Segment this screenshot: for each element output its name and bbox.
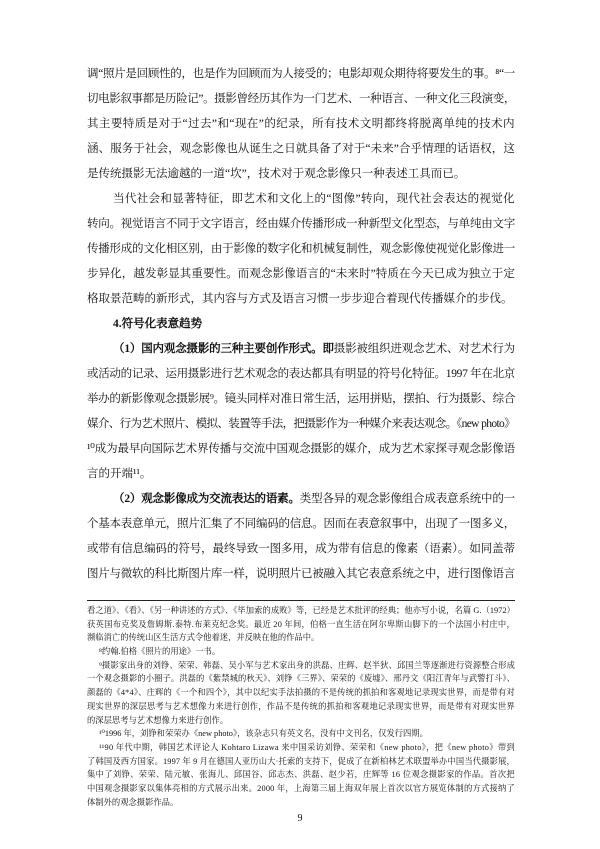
footnote-line [87,782,515,796]
line-text: 调“照片是回顾性的，也是作为回顾而为人接受的；电影却观众期待将要发生的事。⁸“一 [87,68,515,80]
footnote [87,727,515,741]
footnotes [87,604,515,809]
line-text: 颜磊的《4*4》、庄辉的《一个和四个》，其中以纪实手法拍摄的不是传统的抓拍和客观地记录现实世界，而是带有对 [87,688,515,698]
line-text: ¹¹90 年代中期，韩国艺术评论人 Kohtaro Lizawa 来中国采访刘铮、荣荣和《new photo》，把《new photo》带到 [99,742,515,752]
body-line [87,537,515,562]
body-line [87,562,515,587]
line-text: 看之道》、《看》、《另一种讲述的方式》、《毕加索的成败》等，已经是艺术批评的经典；他亦写小说，名篇 G.（1972） [87,606,515,615]
paragraph [87,187,515,312]
line-text: 转向。视觉语言不同于文字语言，经由媒介传播形成一种新型文化型态，与单纯由文字 [87,218,515,230]
page-number: 9 [297,813,303,824]
body-line [87,137,515,162]
footnote-line [87,755,515,769]
line-text: 切电影叙事都是历险记”。摄影曾经历其作为一门艺术、一种语言、一种文化三段演变， [87,93,515,105]
footnote [87,741,515,809]
footnote-line [87,604,515,618]
footnote-line [87,645,515,659]
body-line [87,187,515,212]
line-text: 是传统摄影无法逾越的一道“坎”，技术对于观念影像只一种表述工具而已。 [87,168,466,180]
footnote-line [87,618,515,632]
body-line [87,112,515,137]
line-text: 涵、服务于社会，观念影像也从诞生之日就具备了对于“未来”合乎情理的话语权，这 [87,143,515,155]
body-line [87,362,515,387]
footnote [87,659,515,727]
line-text: 的深层思考与艺术想像力来进行创作。 [87,715,229,725]
line-text: 中国观念摄影家以集体亮相的方式展示出来。2000 年，上海第三届上海双年展上首次以官方展览体制的方式接纳了 [87,783,515,793]
paragraph [87,487,515,587]
footnote-line [87,727,515,741]
line-text: 其主要特质是对于“过去”和“现在”的纪录，所有技术文明都终将脱离单纯的技术内 [87,118,515,130]
line-text: 当代社会和显著特征，即艺术和文化上的“图像”转向，现代社会表达的视觉化 [113,193,515,205]
line-text [113,343,515,355]
body-line [87,487,515,512]
section-heading [87,312,515,337]
body-line [87,462,515,487]
line-text: ¹⁰成为最早向国际艺术界传播与交流中国观念摄影的媒介，成为艺术家探寻观念影像语 [87,443,515,455]
line-text: 步异化，越发彰显其重要性。而观念影像语言的“未来时”特质在今天已成为独立于定 [87,268,515,280]
paragraph-lead: （2）观念影像成为交流表达的语素。 [113,493,300,505]
line-text: 格取景范畴的新形式，其内容与方式及语言习惯一步步迎合着现代传播媒介的步伐。 [87,293,513,305]
line-text: 言的开端¹¹。 [87,468,152,480]
footnote-line [87,796,515,810]
body-line [87,262,515,287]
paragraph [87,62,515,187]
footnote-line [87,686,515,700]
body-line [87,412,515,437]
line-text: 媒介、行为艺术照片、模拟、装置等手法，把摄影作为一种媒介来表达观念。《new photo》 [87,418,515,430]
footnote-line [87,700,515,714]
body-line [87,512,515,537]
line-text: 个基本表意单元，照片汇集了不同编码的信息。因而在表意叙事中，出现了一图多义， [87,518,515,530]
footnote-line [87,672,515,686]
line-text: 现实世界的深层思考与艺术想像力来进行创作，作品不是传统的抓拍和客观地记录现实世界，而是带有对现实世界 [87,701,515,711]
paragraph-lead: （1）国内观念摄影的三种主要创作形式。即 [113,343,334,355]
body-line [87,337,515,362]
line-text [113,493,515,505]
line-text: ¹⁰1996 年，刘铮和荣荣办《new photo》，该杂志只有英文名，没有中文刊名，仅发行四期。 [99,729,428,739]
body-line [87,62,515,87]
footnote-line [87,741,515,755]
line-text: 获英国布克奖及詹姆斯.泰特.布莱克纪念奖。最近 20 年间，伯格一直生活在阿尔卑斯山脚下的一个法国小村庄中， [87,619,515,629]
line-rest: 类型各异的观念影像组合成表意系统中的一 [299,493,515,505]
paragraph [87,337,515,487]
footnote-line [87,631,515,645]
line-text: 体制外的观念摄影作品。 [87,797,179,807]
line-text: 濒临消亡的传统山区生活方式令他着迷，并反映在他的作品中。 [87,633,320,643]
footnote-separator [87,600,515,601]
line-text: 图片与微软的科比斯图片库一样，说明照片已被融入其它表意系统之中，进行图像语言 [87,568,515,580]
body-line [87,87,515,112]
footnote-line [87,714,515,728]
line-text: 传播形成的文化相区别，由于影像的数字化和机械复制性，观念影像使视觉化影像进一 [87,243,515,255]
line-rest: 摄影被组织进观念艺术、对艺术行为 [333,343,516,355]
body-line [87,437,515,462]
line-text: 或活动的记录、运用摄影进行艺术观念的表达都具有明显的符号化特征。1997 年在北京 [87,368,515,380]
footnote [87,604,515,645]
line-text: 了韩国及西方国家。1997 年 9 月在德国人亚历山大·托索的支持下，促成了在新柏林艺术联盟举办中国当代摄影展， [87,756,515,766]
heading-text: 4.符号化表意趋势 [113,318,203,330]
line-text: ⁸约翰.伯格《照片的用途》一书。 [99,647,221,657]
footnote-line [87,659,515,673]
line-text: ⁹摄影家出身的刘铮、荣荣、韩磊、吴小军与艺术家出身的洪磊、庄辉、赵半狄、邱国兰等逐渐进行资源整合形成 [99,660,515,670]
body-line [87,387,515,412]
line-text: 举办的新影像观念摄影展⁹。镜头同样对准日常生活，运用拼贴，摆拍、行为摄影、综合 [87,393,515,405]
footnote [87,645,515,659]
line-text: 集中了刘铮、荣荣、陆元敏、张海儿、邱国谷、邱志杰、洪磊、赵少若，庄辉等 16 位观念摄影家的作品。首次把 [87,770,515,780]
line-text: 一个观念摄影的小圈子。洪磊的《紫禁城的秋天》、刘铮《三界》、荣荣的《废墟》、邢丹文《阳江青年与武警打斗》、 [87,674,515,684]
body-line [87,162,515,187]
body-text [87,62,515,587]
body-line [87,237,515,262]
body-line [87,287,515,312]
line-text: 或带有信息编码的符号，最终导致一图多用，成为带有信息的像素（语素）。如同盖蒂 [87,543,515,555]
footnote-line [87,768,515,782]
body-line [87,212,515,237]
